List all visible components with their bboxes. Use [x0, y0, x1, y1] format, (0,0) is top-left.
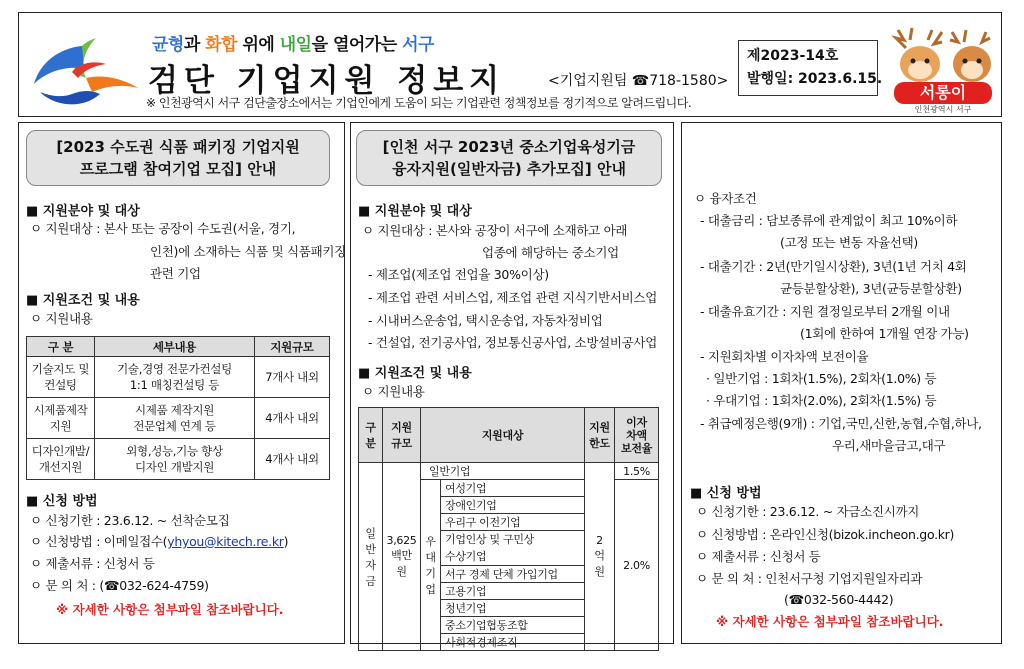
table-row — [359, 463, 659, 480]
seogu-logo-icon — [26, 34, 144, 112]
article-2-title-line1: [인천 서구 2023년 중소기업육성기금 — [382, 138, 636, 156]
slogan-part: 균형 — [152, 35, 184, 55]
documents: ㅇ 제출서류 : 신청서 등 — [696, 549, 821, 564]
target-line: 업종에 해당하는 중소기업 — [482, 245, 619, 260]
article-1-title-line2: 프로그램 참여기업 모집] 안내 — [79, 160, 277, 178]
apply-period: ㅇ 신청기한 : 23.6.12. ~ 자금소진시까지 — [696, 504, 920, 519]
industry-item: - 제조업 관련 서비스업, 제조업 관련 지식기반서비스업 — [368, 290, 657, 305]
attachment-note: ※ 자세한 사항은 첨부파일 참조바랍니다. — [56, 602, 284, 617]
section-heading: ■ 신청 방법 — [690, 486, 762, 501]
table-header: 이자 차액 보전율 — [615, 408, 659, 463]
section-heading: ■ 지원조건 및 내용 — [26, 293, 140, 308]
table-cell: 청년기업 — [441, 600, 585, 617]
documents: ㅇ 제출서류 : 신청서 등 — [30, 556, 155, 571]
article-2-title — [356, 130, 662, 186]
header-note: ※ 인천광역시 서구 검단출장소에서는 기업인에게 도움이 되는 기업관련 정책정보를 정기적으로 알려드립니다. — [146, 96, 692, 110]
table-row — [27, 398, 330, 439]
rate-line: (고정 또는 변동 자율선택) — [780, 235, 918, 250]
table-cell: 일 반 자 금 — [359, 463, 383, 651]
industry-item: - 시내버스운송업, 택시운송업, 자동차정비업 — [368, 313, 603, 328]
banks-line: 우리,새마을금고,대구 — [832, 438, 946, 453]
table-cell: 기술지도 및 컨설팅 — [27, 357, 95, 398]
email-link[interactable]: yhyou@kitech.re.kr — [167, 534, 284, 549]
support-table — [26, 336, 330, 480]
table-header: 세부내용 — [95, 337, 255, 357]
attachment-note: ※ 자세한 사항은 첨부파일 참조바랍니다. — [716, 614, 944, 629]
table-cell: 우리구 이전기업 — [441, 514, 585, 531]
article-1-title — [26, 130, 330, 186]
section-heading: ■ 지원분야 및 대상 — [26, 204, 140, 219]
table-cell: 4개사 내외 — [255, 398, 330, 439]
target-line: 인천)에 소재하는 식품 및 식품패키징 — [150, 244, 346, 259]
slogan-part: 화합 — [205, 35, 238, 55]
table-cell: 고용기업 — [441, 583, 585, 600]
industry-item: - 건설업, 전기공사업, 정보통신공사업, 소방설비공사업 — [368, 335, 657, 350]
deer-mascot-icon — [888, 26, 998, 88]
apply-method — [30, 533, 288, 551]
content-label: ㅇ 지원내용 — [30, 311, 93, 326]
section-heading: ■ 지원조건 및 내용 — [358, 366, 472, 381]
table-cell: 사회적경제조직 — [441, 634, 585, 651]
table-cell: 7개사 내외 — [255, 357, 330, 398]
article-1-title-line1: [2023 수도권 식품 패키징 기업지원 — [56, 138, 300, 156]
section-heading: ■ 신청 방법 — [26, 494, 98, 509]
table-row — [27, 439, 330, 480]
slogan-part: 서구 — [402, 35, 434, 55]
table-cell: 외형,성능,기능 향상 디자인 개발지원 — [95, 439, 255, 480]
table-cell: 기술,경영 전문가컨설팅 1:1 매칭컨설팅 등 — [95, 357, 255, 398]
apply-method-suffix: ) — [283, 534, 289, 549]
table-cell: 기업인상 및 구민상 수상기업 — [441, 531, 585, 566]
content-label: ㅇ 지원내용 — [362, 384, 425, 399]
target-line: ㅇ 지원대상 : 본사와 공장이 서구에 소재하고 아래 — [362, 223, 628, 238]
contact: ㅇ 문 의 처 : (☎032-624-4759) — [30, 578, 209, 593]
subsidy-line: · 일반기업 : 1회차(1.5%), 2회차(1.0%) 등 — [706, 371, 937, 386]
team-contact: <기업지원팀 ☎718-1580> — [548, 73, 729, 89]
contact-phone: (☎032-560-4442) — [784, 592, 894, 607]
mascot-subtitle: 인천광역시 서구 — [914, 105, 972, 114]
mascot — [888, 26, 998, 114]
table-header: 구 분 — [359, 408, 383, 463]
slogan-part: 을 열어가는 — [311, 35, 403, 55]
table-cell: 1.5% — [615, 463, 659, 480]
loan-table — [358, 407, 659, 651]
table-cell: 중소기업협동조합 — [441, 617, 585, 634]
slogan-part: 내일 — [279, 35, 312, 55]
article-2-title-line2: 융자지원(일반자금) 추가모집] 안내 — [392, 160, 626, 178]
target-line: 관련 기업 — [150, 266, 201, 281]
issue-box — [738, 40, 883, 96]
term-line: - 대출기간 : 2년(만기일시상환), 3년(1년 거치 4회 — [700, 259, 967, 274]
loan-conditions-title: ㅇ 융자조건 — [694, 191, 757, 206]
table-header: 구 분 — [27, 337, 95, 357]
banks-line: - 취급예정은행(9개) : 기업,국민,신한,농협,수협,하나, — [700, 416, 982, 431]
grace-line: (1회에 한하여 1개월 연장 가능) — [800, 326, 969, 341]
table-row — [27, 357, 330, 398]
subsidy-title: - 지원회차별 이자차액 보전이율 — [700, 349, 869, 364]
grace-line: - 대출유효기간 : 지원 결정일로부터 2개월 이내 — [700, 304, 950, 319]
table-header: 지원대상 — [421, 408, 585, 463]
table-cell: 3,625 백만 원 — [383, 463, 421, 651]
table-cell: 2.0% — [615, 480, 659, 651]
table-cell: 서구 경제 단체 가입기업 — [441, 566, 585, 583]
table-header: 지원 규모 — [383, 408, 421, 463]
table-cell: 장애인기업 — [441, 497, 585, 514]
slogan-part: 위에 — [237, 35, 280, 55]
apply-method: ㅇ 신청방법 : 온라인신청(bizok.incheon.go.kr) — [696, 527, 955, 542]
rate-line: - 대출금리 : 담보종류에 관계없이 최고 10%이하 — [700, 213, 958, 228]
table-header: 지원 한도 — [585, 408, 615, 463]
term-line: 균등분할상환), 3년(균등분할상환) — [780, 281, 962, 296]
mascot-name: 서롱이 — [894, 82, 992, 104]
contact: ㅇ 문 의 처 : 인천서구청 기업지원일자리과 — [696, 571, 923, 586]
slogan-part: 과 — [183, 35, 206, 55]
apply-period: ㅇ 신청기한 : 23.6.12. ~ 선착순모집 — [30, 513, 230, 528]
issue-date: 발행일: 2023.6.15. — [747, 71, 883, 87]
issue-number: 제2023-14호 — [747, 48, 839, 64]
target-line: ㅇ 지원대상 : 본사 또는 공장이 수도권(서울, 경기, — [30, 221, 296, 236]
table-cell: 우 대 기 업 — [421, 480, 441, 651]
section-heading: ■ 지원분야 및 대상 — [358, 204, 472, 219]
page-title: 검단 기업지원 정보지 — [148, 63, 506, 99]
table-cell: 2 억 원 — [585, 463, 615, 651]
table-cell: 4개사 내외 — [255, 439, 330, 480]
industry-item: - 제조업(제조업 전업율 30%이상) — [368, 267, 549, 282]
table-cell: 시제품 제작지원 전문업체 연계 등 — [95, 398, 255, 439]
table-cell: 시제품제작 지원 — [27, 398, 95, 439]
subsidy-line: · 우대기업 : 1회차(2.0%), 2회차(1.5%) 등 — [706, 393, 937, 408]
table-cell: 여성기업 — [441, 480, 585, 497]
slogan — [152, 30, 434, 55]
apply-method-prefix: ㅇ 신청방법 : 이메일접수( — [30, 534, 168, 549]
table-header: 지원규모 — [255, 337, 330, 357]
table-cell: 일반기업 — [421, 463, 585, 480]
table-cell: 디자인개발/ 개선지원 — [27, 439, 95, 480]
